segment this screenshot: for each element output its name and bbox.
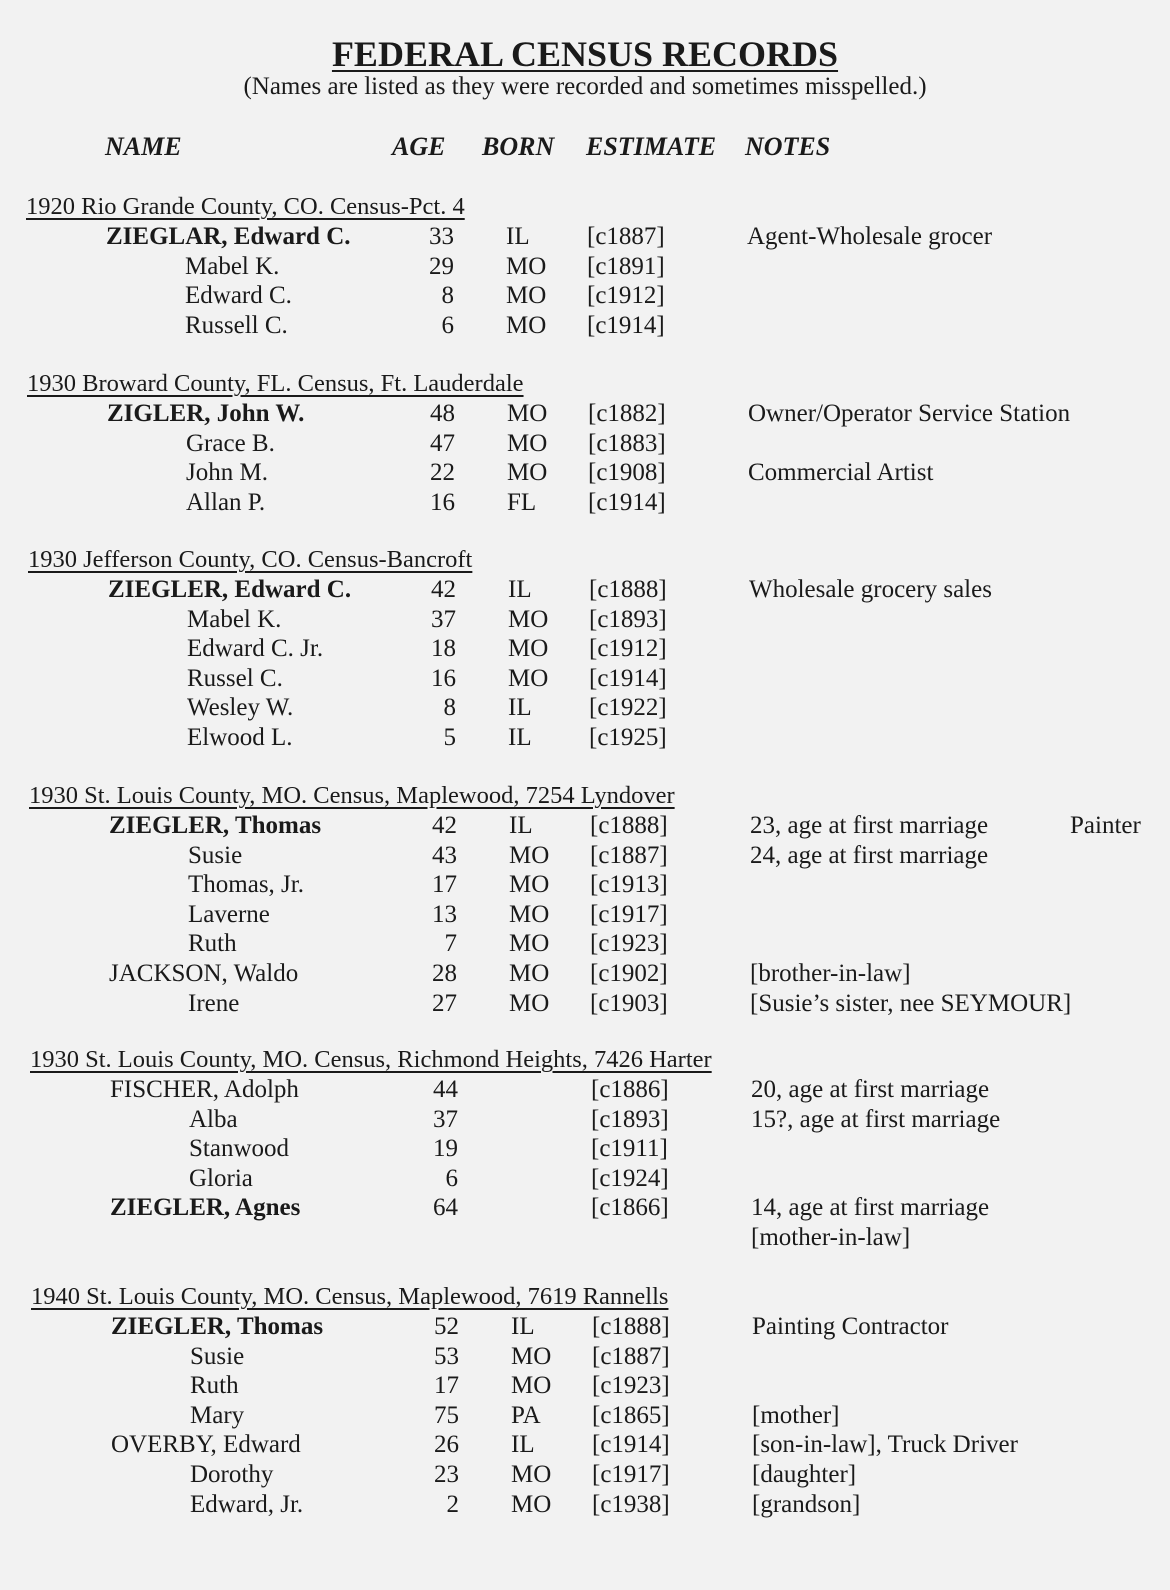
person-notes: 15?, age at first marriage <box>751 1106 1001 1133</box>
person-notes: Wholesale grocery sales <box>749 576 992 603</box>
birth-estimate: [c1914] <box>587 312 665 339</box>
person-name: Elwood L. <box>187 724 293 751</box>
person-age: 2 <box>446 1491 459 1518</box>
person-notes: 23, age at first marriage <box>750 812 989 839</box>
person-notes: Agent-Wholesale grocer <box>747 223 993 250</box>
person-age: 53 <box>434 1343 459 1370</box>
person-name: Russell C. <box>185 312 288 339</box>
person-name: Alba <box>189 1106 238 1133</box>
person-name: Mary <box>190 1402 245 1429</box>
birth-estimate: [c1866] <box>591 1194 669 1221</box>
census-row <box>0 488 1170 518</box>
birth-estimate: [c1902] <box>590 960 668 987</box>
person-notes: 20, age at first marriage <box>751 1076 990 1103</box>
column-header-age: AGE <box>392 132 446 161</box>
person-notes: Commercial Artist <box>748 459 934 486</box>
census-row <box>0 575 1170 605</box>
person-born: MO <box>509 901 550 928</box>
person-age: 28 <box>432 960 457 987</box>
person-notes: 14, age at first marriage <box>751 1194 990 1221</box>
birth-estimate: [c1865] <box>592 1402 670 1429</box>
person-notes: [son-in-law], Truck Driver <box>752 1431 1018 1458</box>
census-row <box>0 1342 1170 1372</box>
person-name: Irene <box>188 990 240 1017</box>
person-age: 42 <box>432 812 457 839</box>
person-born: MO <box>511 1491 552 1518</box>
person-notes: 24, age at first marriage <box>750 842 989 869</box>
census-row <box>0 900 1170 930</box>
person-name: Ruth <box>190 1372 239 1399</box>
section-title: 1930 St. Louis County, MO. Census, Maplewood, 7254 Lyndover <box>29 782 675 809</box>
birth-estimate: [c1908] <box>588 459 666 486</box>
person-name: Thomas, Jr. <box>188 871 304 898</box>
person-name: ZIEGLER, Edward C. <box>108 576 352 603</box>
section-title: 1930 St. Louis County, MO. Census, Richmond Heights, 7426 Harter <box>30 1046 712 1073</box>
person-name: Grace B. <box>186 430 275 457</box>
birth-estimate: [c1888] <box>592 1313 670 1340</box>
census-row <box>0 723 1170 753</box>
person-name: Edward C. Jr. <box>187 635 324 662</box>
person-age: 48 <box>430 400 455 427</box>
person-name: Ruth <box>188 930 237 957</box>
census-row <box>0 664 1170 694</box>
person-age: 44 <box>433 1076 458 1103</box>
person-born: MO <box>511 1372 552 1399</box>
person-notes: [Susie’s sister, nee SEYMOUR] <box>750 990 1072 1017</box>
person-notes: Owner/Operator Service Station <box>748 400 1071 427</box>
person-age: 7 <box>444 930 457 957</box>
person-age: 26 <box>434 1431 459 1458</box>
section-title: 1930 Broward County, FL. Census, Ft. Lauderdale <box>27 370 524 397</box>
person-born: MO <box>509 842 550 869</box>
person-name: FISCHER, Adolph <box>110 1076 299 1103</box>
person-name: JACKSON, Waldo <box>109 960 299 987</box>
person-age: 18 <box>431 635 456 662</box>
person-name: John M. <box>186 459 268 486</box>
birth-estimate: [c1891] <box>587 253 665 280</box>
person-age: 16 <box>430 489 455 516</box>
person-name: Mabel K. <box>185 253 280 280</box>
census-row <box>0 1193 1170 1223</box>
birth-estimate: [c1914] <box>588 489 666 516</box>
person-born: MO <box>511 1461 552 1488</box>
person-name: ZIEGLER, Thomas <box>111 1313 324 1340</box>
person-age: 43 <box>432 842 457 869</box>
birth-estimate: [c1925] <box>589 724 667 751</box>
birth-estimate: [c1887] <box>590 842 668 869</box>
birth-estimate: [c1914] <box>592 1431 670 1458</box>
person-born: MO <box>506 253 547 280</box>
person-born: IL <box>508 576 532 603</box>
person-name: Allan P. <box>186 489 266 516</box>
person-age: 27 <box>432 990 457 1017</box>
birth-estimate: [c1911] <box>591 1135 668 1162</box>
person-age: 75 <box>434 1402 459 1429</box>
census-row <box>0 1460 1170 1490</box>
birth-estimate: [c1883] <box>588 430 666 457</box>
person-name: ZIEGLER, Thomas <box>109 812 322 839</box>
person-born: MO <box>508 606 549 633</box>
person-born: MO <box>507 400 548 427</box>
birth-estimate: [c1882] <box>588 400 666 427</box>
column-header-notes: NOTES <box>745 132 831 161</box>
census-row <box>0 281 1170 311</box>
census-row <box>0 458 1170 488</box>
census-row <box>0 1312 1170 1342</box>
person-born: MO <box>508 635 549 662</box>
person-born: MO <box>509 871 550 898</box>
census-row <box>0 311 1170 341</box>
person-age: 29 <box>429 253 454 280</box>
person-born: PA <box>511 1402 541 1429</box>
census-row <box>0 1075 1170 1105</box>
person-name: ZIEGLAR, Edward C. <box>106 223 351 250</box>
birth-estimate: [c1888] <box>590 812 668 839</box>
birth-estimate: [c1914] <box>589 665 667 692</box>
person-born: IL <box>508 724 532 751</box>
person-age: 37 <box>431 606 456 633</box>
person-born: IL <box>511 1431 535 1458</box>
person-notes: [daughter] <box>752 1461 857 1488</box>
birth-estimate: [c1938] <box>592 1491 670 1518</box>
person-born: MO <box>509 930 550 957</box>
census-row <box>0 1164 1170 1194</box>
person-age: 8 <box>443 694 456 721</box>
person-age: 33 <box>429 223 454 250</box>
census-row <box>0 252 1170 282</box>
census-row <box>0 1490 1170 1520</box>
person-age: 52 <box>434 1313 459 1340</box>
person-age: 6 <box>441 312 454 339</box>
census-row <box>0 222 1170 252</box>
person-born: FL <box>507 489 537 516</box>
person-born: IL <box>508 694 532 721</box>
census-row <box>0 693 1170 723</box>
person-age: 17 <box>434 1372 459 1399</box>
person-born: MO <box>511 1343 552 1370</box>
census-row <box>0 1430 1170 1460</box>
page-title-text: FEDERAL CENSUS RECORDS <box>331 34 839 74</box>
person-name: Laverne <box>188 901 270 928</box>
birth-estimate: [c1917] <box>590 901 668 928</box>
birth-estimate: [c1912] <box>587 282 665 309</box>
census-row <box>0 399 1170 429</box>
birth-estimate: [c1923] <box>590 930 668 957</box>
person-notes: [mother-in-law] <box>751 1224 911 1251</box>
person-age: 16 <box>431 665 456 692</box>
person-name: Stanwood <box>189 1135 289 1162</box>
person-age: 5 <box>443 724 456 751</box>
birth-estimate: [c1886] <box>591 1076 669 1103</box>
person-age: 13 <box>432 901 457 928</box>
person-name: Russel C. <box>187 665 283 692</box>
person-name: ZIGLER, John W. <box>107 400 305 427</box>
person-occupation: Painter <box>1070 812 1141 839</box>
column-header-born: BORN <box>482 132 555 161</box>
census-row <box>0 1223 1170 1253</box>
person-age: 37 <box>433 1106 458 1133</box>
birth-estimate: [c1923] <box>592 1372 670 1399</box>
person-age: 17 <box>432 871 457 898</box>
person-notes: [brother-in-law] <box>750 960 911 987</box>
person-name: Mabel K. <box>187 606 282 633</box>
person-born: MO <box>509 990 550 1017</box>
birth-estimate: [c1903] <box>590 990 668 1017</box>
section-title: 1930 Jefferson County, CO. Census-Bancroft <box>28 546 473 573</box>
census-row <box>0 959 1170 989</box>
birth-estimate: [c1912] <box>589 635 667 662</box>
birth-estimate: [c1913] <box>590 871 668 898</box>
person-born: MO <box>508 665 549 692</box>
person-name: Edward, Jr. <box>190 1491 304 1518</box>
birth-estimate: [c1893] <box>589 606 667 633</box>
person-born: IL <box>511 1313 535 1340</box>
person-born: IL <box>506 223 530 250</box>
person-age: 42 <box>431 576 456 603</box>
page-subtitle: (Names are listed as they were recorded and sometimes misspelled.) <box>243 73 927 100</box>
birth-estimate: [c1917] <box>592 1461 670 1488</box>
census-row <box>0 870 1170 900</box>
person-name: ZIEGLER, Agnes <box>110 1194 301 1221</box>
census-row <box>0 1105 1170 1135</box>
person-name: Wesley W. <box>187 694 294 721</box>
section-title: 1940 St. Louis County, MO. Census, Maplewood, 7619 Rannells <box>31 1283 669 1310</box>
person-age: 64 <box>433 1194 458 1221</box>
person-age: 47 <box>430 430 455 457</box>
column-header-estimate: ESTIMATE <box>586 132 717 161</box>
census-row <box>0 1371 1170 1401</box>
birth-estimate: [c1887] <box>587 223 665 250</box>
person-born: MO <box>507 459 548 486</box>
person-name: Gloria <box>189 1165 253 1192</box>
person-age: 23 <box>434 1461 459 1488</box>
census-row <box>0 1401 1170 1431</box>
person-name: OVERBY, Edward <box>111 1431 301 1458</box>
person-age: 6 <box>445 1165 458 1192</box>
person-name: Dorothy <box>190 1461 274 1488</box>
census-row <box>0 429 1170 459</box>
birth-estimate: [c1887] <box>592 1343 670 1370</box>
person-born: MO <box>509 960 550 987</box>
person-notes: [mother] <box>752 1402 840 1429</box>
census-row <box>0 605 1170 635</box>
person-born: MO <box>507 430 548 457</box>
census-row <box>0 989 1170 1019</box>
person-name: Susie <box>190 1343 245 1370</box>
section-title: 1920 Rio Grande County, CO. Census-Pct. 4 <box>26 193 465 220</box>
person-notes: [grandson] <box>752 1491 861 1518</box>
birth-estimate: [c1924] <box>591 1165 669 1192</box>
birth-estimate: [c1922] <box>589 694 667 721</box>
person-age: 19 <box>433 1135 458 1162</box>
person-age: 22 <box>430 459 455 486</box>
column-header-name: NAME <box>105 132 182 161</box>
person-name: Susie <box>188 842 243 869</box>
census-row <box>0 811 1170 841</box>
person-name: Edward C. <box>185 282 292 309</box>
person-born: IL <box>509 812 533 839</box>
census-row <box>0 1134 1170 1164</box>
birth-estimate: [c1893] <box>591 1106 669 1133</box>
census-row <box>0 929 1170 959</box>
census-row <box>0 634 1170 664</box>
person-born: MO <box>506 312 547 339</box>
census-row <box>0 841 1170 871</box>
birth-estimate: [c1888] <box>589 576 667 603</box>
person-born: MO <box>506 282 547 309</box>
person-age: 8 <box>441 282 454 309</box>
person-notes: Painting Contractor <box>752 1313 949 1340</box>
